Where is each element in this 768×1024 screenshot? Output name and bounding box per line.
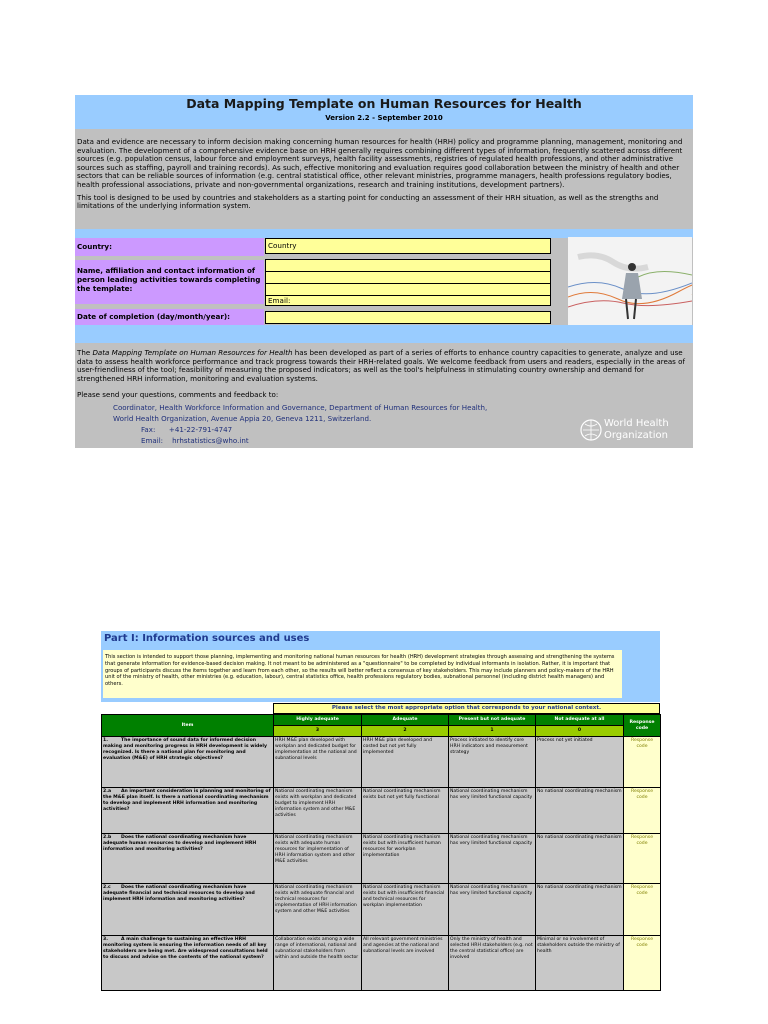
option-not-adequate: Process not yet initiated xyxy=(536,737,624,788)
feedback-request: Please send your questions, comments and feedback to: xyxy=(77,390,279,399)
score-label: 2 xyxy=(362,726,449,737)
question-cell: 2.c Does the national coordinating mechanism have adequate financial and technical resources to develop and implement HRH information and monitoring activities? xyxy=(102,884,274,936)
intro-text xyxy=(77,138,689,215)
page-title: Data Mapping Template on Human Resources for Health xyxy=(186,96,582,111)
response-code-cell[interactable]: Response code xyxy=(624,884,661,936)
section-intro-text: This section is intended to support those planning, implementing and monitoring national human resources for health (HRH) development strategies through assessing and strengthening the systems that generate information for evidence-based decision making. It not meant to be administered as a "questionnaire" to be completed by individual informants in isolation. Rather, it is important that groups of participants discuss the items together and learn from each other, so the results will better reflect a consensus of key stakeholders. This may include planners and policy-makers of the HRH unit of the ministry of health, other ministries (e.g. education, labour), central statistics office, health professions regulatory bodies, subnational personnel (including district health managers) and others. xyxy=(103,650,622,698)
option-adequate: HRH M&E plan developed and costed but not yet fully implemented xyxy=(362,737,449,788)
health-worker-image xyxy=(568,237,692,327)
option-not-adequate: No national coordinating mechanism xyxy=(536,788,624,834)
contact-person-label: Name, affiliation and contact information of person leading activities towards completing the template: xyxy=(75,260,264,304)
score-label: 0 xyxy=(536,726,624,737)
question-cell: 3. A main challenge to sustaining an effective HRH monitoring system is ensuring the information needs of all key stakeholders are being met. Are widespread consultations held to discuss and advise on the contents of the national system? xyxy=(102,936,274,991)
table-row xyxy=(102,936,661,991)
email-field[interactable]: Email: xyxy=(265,295,551,306)
option-highly-adequate: National coordinating mechanism exists with workplan and dedicated budget to implement HRH information system and other M&E activities xyxy=(274,788,362,834)
option-present-not-adequate: Process initiated to identify core HRH indicators and measurement strategy xyxy=(449,737,536,788)
section-title: Part I: Information sources and uses xyxy=(104,633,310,644)
option-present-not-adequate: Only the ministry of health and selected HRH stakeholders (e.g. not the central statistical office) are involved xyxy=(449,936,536,991)
who-name-line: World Health xyxy=(604,418,669,429)
version-label: Version 2.2 - September 2010 xyxy=(325,114,443,122)
option-highly-adequate: National coordinating mechanism exists with adequate human resources for implementation of HRH information system and other M&E activities xyxy=(274,834,362,884)
response-code-cell[interactable]: Response code xyxy=(624,936,661,991)
option-present-not-adequate: National coordinating mechanism has very limited functional capacity xyxy=(449,884,536,936)
column-header: Not adequate at all xyxy=(536,715,624,726)
option-highly-adequate: HRH M&E plan developed with workplan and dedicated budget for implementation at the national and subnational levels xyxy=(274,737,362,788)
score-label: 1 xyxy=(449,726,536,737)
intro-paragraph-1: Data and evidence are necessary to inform decision making concerning human resources for health (HRH) policy and programme planning, management, monitoring and evaluation. The development of a comprehensive evidence base on HRH generally requires combining different types of information, frequently scattered across different sources (e.g. population census, labour force and employment surveys, health facility assessments, registries of regulated health professions, and other administrative sources such as staffing, payroll and training records). As such, effective monitoring and evaluation requires good collaboration between the ministry of health and other sectors that can be reliable sources of information (e.g. central statistical office, other relevant ministries, programme managers, health professions regulatory bodies, health professional associations, private and non-governmental organizations, research and training institutions, development partners). xyxy=(77,137,683,189)
option-adequate: All relevant government ministries and agencies at the national and subnational levels are involved xyxy=(362,936,449,991)
country-field[interactable]: Country xyxy=(265,238,551,254)
who-logo xyxy=(579,415,691,447)
option-adequate: National coordinating mechanism exists but not yet fully functional xyxy=(362,788,449,834)
divider-band xyxy=(75,325,693,343)
assessment-table xyxy=(101,714,661,991)
item-column-header: Item xyxy=(102,715,274,737)
contact-line: World Health Organization, Avenue Appia 20, Geneva 1211, Switzerland. xyxy=(113,414,372,423)
contact-line: Coordinator, Health Workforce Information and Governance, Department of Human Resources for Health, xyxy=(113,403,488,412)
option-present-not-adequate: National coordinating mechanism has very limited functional capacity xyxy=(449,788,536,834)
contact-email[interactable]: Email: hrhstatistics@who.int xyxy=(141,436,249,445)
who-emblem-icon xyxy=(579,417,603,443)
instruction-banner: Please select the most appropriate option that corresponds to your national context. xyxy=(273,703,660,714)
score-label: 3 xyxy=(274,726,362,737)
option-present-not-adequate: National coordinating mechanism has very limited functional capacity xyxy=(449,834,536,884)
contact-block xyxy=(113,402,487,446)
table-row xyxy=(102,884,661,936)
column-header: Adequate xyxy=(362,715,449,726)
about-text: The Data Mapping Template on Human Resources for Health has been developed as part of a series of efforts to enhance country capacities to generate, analyze and use data to assess health workforce performance and track progress towards their HRH-related goals. We welcome feedback from users and readers, especially in the areas of user-friendliness of the tool; feasibility of measuring the proposed indicators; as well as the tool's helpfulness in stimulating country ownership and demand for strengthened HRH information, monitoring and evaluation systems. xyxy=(77,348,685,383)
part-one-page xyxy=(101,631,660,997)
table-row xyxy=(102,737,661,788)
who-name-line: Organization xyxy=(604,430,668,441)
question-cell: 2.a An important consideration is planning and monitoring of the M&E plan itself. Is there a national coordinating mechanism to develop and implement HRH information and monitoring activities? xyxy=(102,788,274,834)
option-highly-adequate: Collaboration exists among a wide range of international, national and subnational stakeholders from within and outside the health sector xyxy=(274,936,362,991)
completion-date-label: Date of completion (day/month/year): xyxy=(75,309,264,325)
response-code-cell[interactable]: Response code xyxy=(624,737,661,788)
country-label: Country: xyxy=(75,238,264,256)
table-header-row xyxy=(102,715,661,726)
response-column-header: Response code xyxy=(624,715,661,737)
column-header: Highly adequate xyxy=(274,715,362,726)
question-cell: 2.b Does the national coordinating mechanism have adequate human resources to develop and implement HRH information and monitoring activities? xyxy=(102,834,274,884)
option-adequate: National coordinating mechanism exists but with insufficient human resources for workplan implementation xyxy=(362,834,449,884)
response-code-cell[interactable]: Response code xyxy=(624,788,661,834)
question-cell: 1. The importance of sound data for informed decision making and monitoring progress in HRH development is widely recognized. Is there a national plan for monitoring and evaluation (M&E) of HRH strategic objectives? xyxy=(102,737,274,788)
table-row xyxy=(102,834,661,884)
option-highly-adequate: National coordinating mechanism exists with adequate financial and technical resources for implementation of HRH information system and other M&E activities xyxy=(274,884,362,936)
fax-number: Fax: +41-22-791-4747 xyxy=(141,425,233,434)
template-cover-page xyxy=(75,95,693,448)
option-not-adequate: No national coordinating mechanism xyxy=(536,834,624,884)
column-header: Present but not adequate xyxy=(449,715,536,726)
option-not-adequate: Minimal or no involvement of stakeholders outside the ministry of health xyxy=(536,936,624,991)
intro-paragraph-2: This tool is designed to be used by countries and stakeholders as a starting point for conducting an assessment of their HRH situation, as well as the strengths and limitations of the underlying information system. xyxy=(77,192,659,211)
response-code-cell[interactable]: Response code xyxy=(624,834,661,884)
option-not-adequate: No national coordinating mechanism xyxy=(536,884,624,936)
table-row xyxy=(102,788,661,834)
option-adequate: National coordinating mechanism exists but with insufficient financial and technical resources for workplan implementation xyxy=(362,884,449,936)
completion-date-field[interactable] xyxy=(265,311,551,324)
